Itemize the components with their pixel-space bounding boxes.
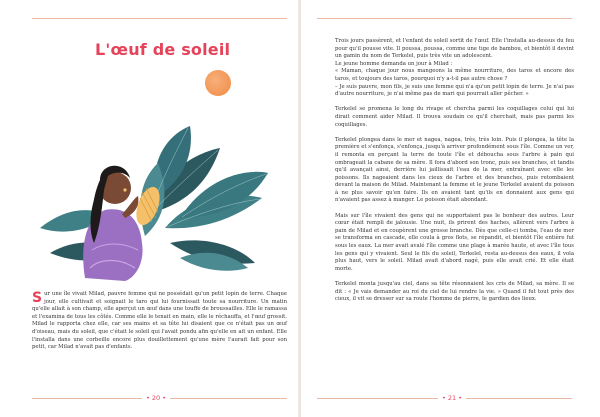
right-page xyxy=(301,0,600,417)
paragraph-3 xyxy=(335,137,574,205)
right-body-text xyxy=(335,38,574,304)
paragraph-4 xyxy=(335,213,574,274)
paragraph-1-line-2: Le jeune homme demanda un jour à Milad : xyxy=(335,60,453,67)
paragraph-5 xyxy=(335,281,574,304)
paragraph-5-text: Terkelel monta jusqu'au ciel, dans sa tête résonnaient les cris de Milad, sa mère. Il se dit : « Je vais demander au roi du ciel de lui rendre la vie. » Quand il fut tout près des cieux, il vit se dresser sur sa route l'homme de pierre, le gardien des lieux. xyxy=(335,281,574,303)
paragraph-1-line-3: « Maman, chaque jour nous mangeons la même nourriture, des taros et encore des taros, et toujours des taros, pourquoi n'y a-t-il pas autre chose ? xyxy=(335,68,574,82)
paragraph-2-text: Terkelel se promena le long du rivage et chercha parmi les coquillages celui qui lui dirait comment aider Milad. Il trouva soudain ce qu'il cherchait, mais pas parmi les coquillages. xyxy=(335,106,574,128)
paragraph-3-text: Terkelel plongea dans le mer et nagea, nagea, très, très loin. Puis il plongea, la tête la première et s'enfonça, s'enfonça, jusqu'à arriver profondément sous l'île. Comme un ver, il remonta en perçant la terre de toute l'île et déboucha sous l'arbre à pain qui ombrageait la cabane de sa mère. Il fora d'abord son tronc, puis ses branches, et tandis qu'il avançait ainsi, derrière lui jaillissait l'eau de la mer, entraînant avec elle les poissons. Ils nageaient dans les cieux de l'arbre et des branches, puis retombaient devant la maison de Milad. Maintenant la femme et le jeune Terkelel avaient du poisson à ne plus savoir qu'en faire. Ils en avaient tant qu'ils en donnaient aux gens qui n'avaient pas assez à manger. Le poisson était abondant. xyxy=(335,136,574,204)
woman-with-egg-illustration xyxy=(30,118,270,283)
paragraph-1-line-4: – Je suis pauvre, mon fils, je suis une femme qui n'a qu'un petit lopin de terre. Je n'ai pas d'autre nourriture, je n'ai même pas de mari qui pourrait aller pêcher. » xyxy=(335,83,574,98)
paragraph-1 xyxy=(335,38,574,99)
left-body-text xyxy=(32,291,287,352)
sun-icon xyxy=(205,70,231,96)
left-page xyxy=(0,0,299,417)
story-title: L'œuf de soleil xyxy=(95,40,231,59)
woman-figure xyxy=(83,166,142,281)
paragraph-1-line-1: Trois jours passèrent, et l'enfant du soleil sortit de l'œuf. Elle l'installa au-dessus du feu pour qu'il pousse vite. Il poussa, poussa, comme une tige de bambou, et bientôt il devint un gamin du nom de Terkelel, puis très vite un adolescent. xyxy=(335,38,574,60)
page-number-left: • 20 • xyxy=(142,394,170,402)
top-rule-right xyxy=(317,18,572,19)
paragraph-4-text: Mais sur l'île vivaient des gens qui ne supportaient pas le bonheur des autres. Leur cœur était rempli de jalousie. Une nuit, ils prirent des haches, allèrent vers l'arbre à pain de Milad et en coupèrent une grosse branche. Dès que celle-ci tomba, l'eau de mer se transforma en cascade, elle coula à gros flots, se répandit, et bientôt l'île entière fut sous les eaux. La mer avait avalé l'île comme une plage à marée haute, et avec l'île tous les gens qui y vivaient. Seul le fils du soleil, Terkelel, resta au-dessus des eaux, il vola plus haut, vers le soleil. Milad avait d'abord nagé, puis elle avait crié. Et elle était morte. xyxy=(335,212,574,272)
left-paragraph: ur une île vivait Milad, pauvre femme qui ne possédait qu'un petit lopin de terre. Chaque jour, elle cultivait et soignait le taro qui lui fournissait toute sa nourriture. Un matin qu'elle allait à son champ, elle aperçut un œuf dans une touffe de broussailles. Elle le ramassa et l'examina de tous les côtés. Comme elle le tenait en main, elle le réchauffa, et l'œuf grossit. Milad le rapporta chez elle, car ses mains et sa tête lui disaient que ce n'était pas un œuf d'oiseau, mais du soleil, que c'était le soleil qui l'avait pondu afin qu'elle en ait un enfant. Elle l'installa dans une corbeille encore plus douillettement qu'une mère l'aurait fait pour son petit, car Milad n'avait pas d'enfants. xyxy=(32,291,287,351)
paragraph-2 xyxy=(335,106,574,129)
dropcap-letter: S xyxy=(32,290,43,306)
top-rule-left xyxy=(32,18,287,19)
page-number-right: • 21 • xyxy=(438,394,466,402)
leaves-back xyxy=(140,126,268,264)
